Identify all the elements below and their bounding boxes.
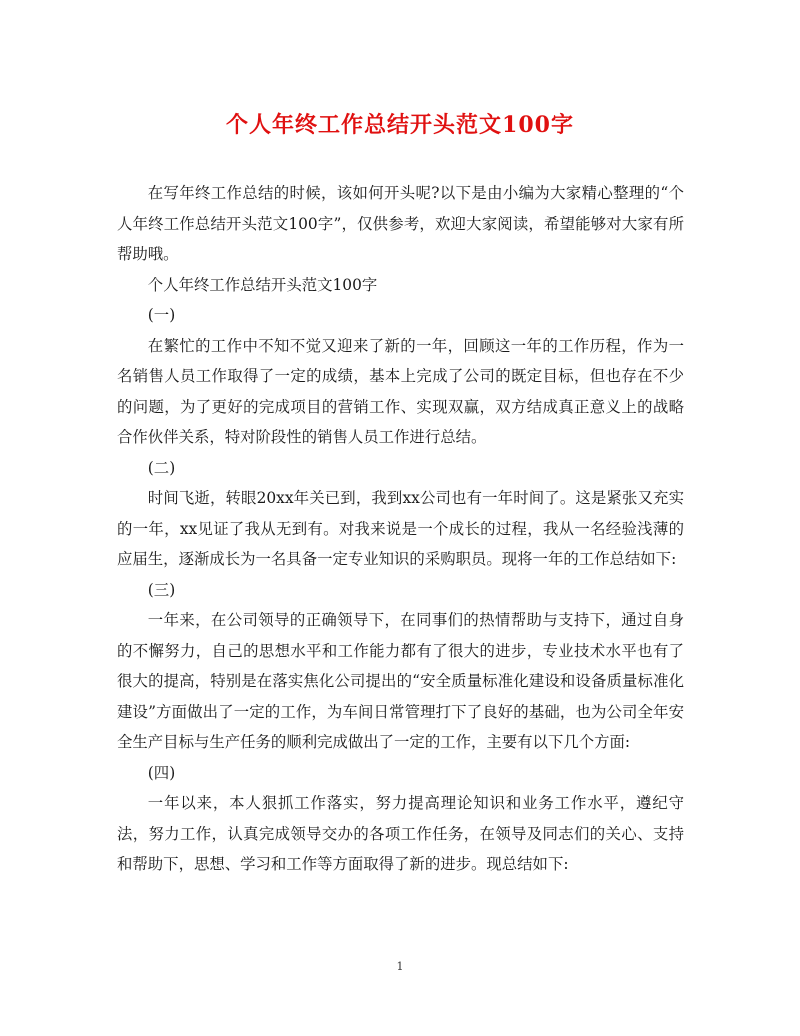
section-heading-1: (一) <box>147 306 176 324</box>
document-title: 个人年终工作总结开头范文100字 <box>226 112 574 138</box>
paragraph-section-3: 一年来，在公司领导的正确领导下，在同事们的热情帮助与支持下，通过自身的不懈努力，自己的思想水平和工作能力都有了很大的进步，专业技术水平也有了很大的提高，特别是在落实焦化公司提出的“安全质量标准化建设和设备质量标准化建设”方面做出了一定的工作，为车间日常管理打下了良好的基础，也为公司全年安全生产目标与生产任务的顺利完成做出了一定的工作，主要有以下几个方面: <box>117 611 684 751</box>
section-heading-4: (四) <box>147 763 176 782</box>
paragraph-section-1: 在繁忙的工作中不知不觉又迎来了新的一年，回顾这一年的工作历程，作为一名销售人员工作取得了一定的成绩，基本上完成了公司的既定目标，但也存在不少的问题，为了更好的完成项目的营销工作、实现双赢，双方结成真正意义上的战略合作伙伴关系，特对阶段性的销售人员工作进行总结。 <box>117 336 684 446</box>
document-body <box>117 178 684 880</box>
section-heading-2: (二) <box>147 458 176 477</box>
paragraph-subtitle: 个人年终工作总结开头范文100字 <box>147 275 378 294</box>
paragraph-intro: 在写年终工作总结的时候，该如何开头呢?以下是由小编为大家精心整理的“个人年终工作总结开头范文100字”，仅供参考，欢迎大家阅读，希望能够对大家有所帮助哦。 <box>117 184 684 263</box>
paragraph-section-4: 一年以来，本人狠抓工作落实，努力提高理论知识和业务工作水平，遵纪守法，努力工作，认真完成领导交办的各项工作任务，在领导及同志们的关心、支持和帮助下，思想、学习和工作等方面取得了新的进步。现总结如下: <box>117 794 684 873</box>
paragraph-section-2: 时间飞逝，转眼20xx年关已到，我到xx公司也有一年时间了。这是紧张又充实的一年，xx见证了我从无到有。对我来说是一个成长的过程，我从一名经验浅薄的应届生，逐渐成长为一名具备一定专业知识的采购职员。现将一年的工作总结如下: <box>117 489 684 568</box>
page-number: 1 <box>396 960 404 973</box>
section-heading-3: (三) <box>147 580 176 599</box>
